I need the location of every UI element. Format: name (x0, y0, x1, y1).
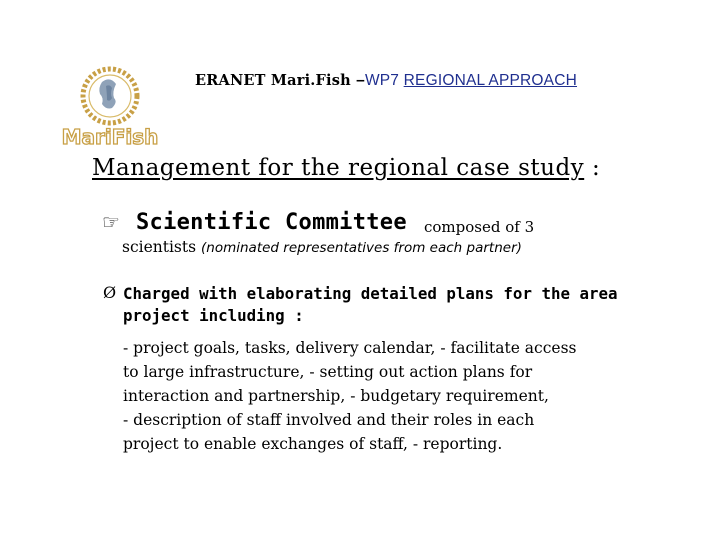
header-prefix: ERANET Mari.Fish (195, 72, 357, 89)
charged-text: Charged with elaborating detailed plans for the area project including : (123, 284, 618, 325)
header-regional-link: REGIONAL APPROACH (403, 72, 578, 89)
details-line: - project goals, tasks, delivery calendar, - facilitate access (123, 339, 577, 357)
details-list (123, 336, 698, 456)
committee-scientists: scientists (122, 238, 201, 256)
page-title-text: Management for the regional case study (92, 155, 585, 181)
details-line: interaction and partnership, - budgetary requirement, (123, 387, 549, 405)
details-line: - description of staff involved and their roles in each (123, 411, 535, 429)
page-title-suffix: : (584, 155, 601, 181)
committee-description (122, 238, 522, 256)
pointing-hand-icon: ☞ (102, 210, 120, 234)
logo-text: MariFish (62, 125, 158, 149)
marifish-logo (62, 58, 158, 152)
header-dash: – (356, 72, 365, 89)
page-title (92, 155, 600, 181)
marifish-logo-emblem (62, 58, 158, 152)
header-wp: WP7 (364, 72, 404, 89)
committee-composed: composed of 3 (424, 218, 535, 236)
slide-header (195, 72, 577, 90)
details-line: to large infrastructure, - setting out action plans for (123, 363, 533, 381)
details-line: project to enable exchanges of staff, - reporting. (123, 435, 503, 453)
arrow-bullet-icon: Ø (103, 283, 117, 302)
committee-nominated: (nominated representatives from each partner) (201, 240, 522, 256)
committee-title: Scientific Committee (136, 210, 407, 235)
